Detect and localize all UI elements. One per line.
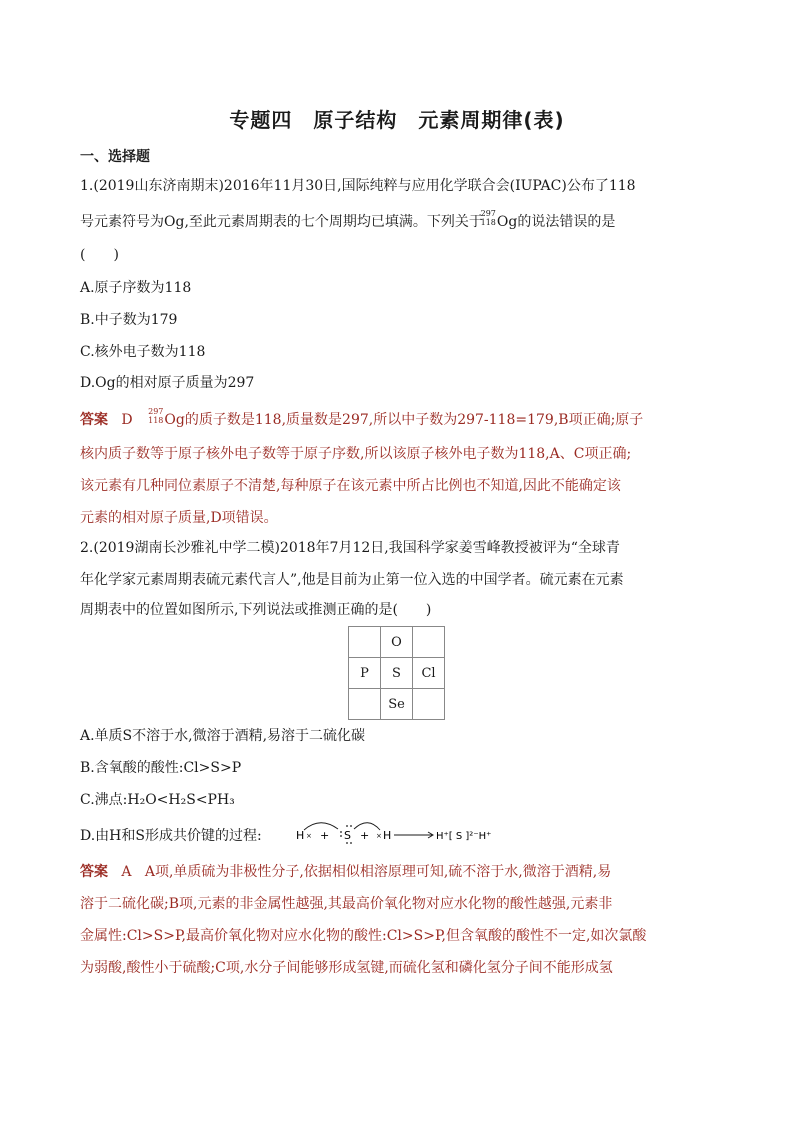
electron-cross-icon: ×: [306, 832, 312, 840]
table-cell-selenium: Se: [381, 689, 413, 720]
periodic-table-fragment: [348, 626, 445, 720]
table-cell-sulfur: S: [381, 658, 413, 689]
table-cell-oxygen: O: [381, 627, 413, 658]
q1-exp-nuclide: [150, 408, 164, 426]
nuclide-atomic-number: 118: [148, 416, 164, 425]
q1-stem-line2: [80, 210, 615, 232]
q2-stem-line2: 年化学家元素周期表硫元素代言人”,他是目前为止第一位入选的中国学者。硫元素在元素: [80, 572, 624, 588]
q2-option-a: A.单质S不溶于水,微溶于酒精,易溶于二硫化碳: [80, 728, 366, 744]
table-cell-phosphorus: P: [349, 658, 381, 689]
q2-explanation-4: 为弱酸,酸性小于硫酸;C项,水分子间能够形成氢键,而硫化氢和磷化氢分子间不能形成氢: [80, 960, 613, 976]
answer-label: 答案: [80, 864, 108, 880]
q1-option-b: B.中子数为179: [80, 312, 178, 328]
electron-cross-icon: ×: [376, 832, 382, 840]
q1-answer-choice: D: [121, 412, 133, 428]
formula-h-right: H: [383, 829, 392, 842]
nuclide-mass-number: 297: [480, 209, 496, 218]
formula-h-left: H: [296, 829, 305, 842]
q2-explanation-1: A项,单质硫为非极性分子,依据相似相溶原理可知,硫不溶于水,微溶于酒精,易: [144, 864, 612, 880]
q2-option-c: C.沸点:H₂O<H₂S<PH₃: [80, 792, 235, 808]
formula-plus-2: +: [360, 829, 370, 842]
q1-explanation-2: 核内质子数等于原子核外电子数等于原子序数,所以该原子核外电子数为118,A、C项正确;: [80, 446, 632, 462]
nuclide-mass-number: 297: [148, 407, 164, 416]
electron-dot-icon: [346, 842, 348, 844]
q2-explanation-2: 溶于二硫化碳;B项,元素的非金属性越强,其最高价氧化物对应水化物的酸性越强,元素非: [80, 896, 613, 912]
q1-answer-line1: [80, 408, 643, 430]
page-title: 专题四 原子结构 元素周期律(表): [229, 108, 565, 132]
q2-explanation-3: 金属性:Cl>S>P,最高价氧化物对应水化物的酸性:Cl>S>P,但含氧酸的酸性不一定,如次氯酸: [80, 928, 647, 944]
electron-dot-icon: [350, 842, 352, 844]
q1-answer-paren: ( ): [80, 247, 119, 263]
q2-stem-line3: 周期表中的位置如图所示,下列说法或推测正确的是( ): [80, 602, 432, 618]
table-cell: [413, 627, 445, 658]
nuclide-symbol: Og: [164, 412, 185, 428]
q2-option-d: D.由H和S形成共价键的过程:: [80, 828, 262, 844]
q1-explanation-4: 元素的相对原子质量,D项错误。: [80, 510, 278, 526]
q1-option-c: C.核外电子数为118: [80, 344, 206, 360]
formula-s: S: [344, 829, 351, 842]
table-cell: [413, 689, 445, 720]
q1-stem-line1: 1.(2019山东济南期末)2016年11月30日,国际纯粹与应用化学联合会(IUPAC)公布了118: [80, 178, 636, 194]
electron-dot-icon: [340, 831, 342, 833]
q1-nuclide-notation: [480, 209, 497, 228]
nuclide-symbol: Og: [496, 214, 518, 230]
q1-option-a: A.原子序数为118: [80, 280, 192, 296]
section-heading: 一、选择题: [80, 149, 150, 165]
q1-stem-line2b: 的说法错误的是: [517, 214, 616, 230]
nuclide-atomic-number: 118: [480, 218, 496, 227]
q1-option-d: D.Og的相对原子质量为297: [80, 375, 255, 391]
q1-explanation-1: 的质子数是118,质量数是297,所以中子数为297-118=179,B项正确;原子: [184, 412, 644, 428]
bond-formation-svg: [290, 818, 510, 854]
formula-plus-1: +: [320, 829, 330, 842]
electron-dot-icon: [350, 825, 352, 827]
table-cell: [349, 627, 381, 658]
q1-stem-line2a: 号元素符号为Og,至此元素周期表的七个周期均已填满。下列关于: [80, 214, 483, 230]
q2-answer-choice: A: [121, 864, 132, 880]
bond-formation-diagram: [290, 818, 510, 854]
table-cell-chlorine: Cl: [413, 658, 445, 689]
table-cell: [349, 689, 381, 720]
q2-stem-line1: 2.(2019湖南长沙雅礼中学二模)2018年7月12日,我国科学家姜雪峰教授被评为“全球青: [80, 540, 620, 556]
q2-option-b: B.含氧酸的酸性:Cl>S>P: [80, 760, 242, 776]
formula-product: H⁺[ S ]²⁻H⁺: [436, 831, 492, 842]
q1-explanation-3: 该元素有几种同位素原子不清楚,每种原子在该元素中所占比例也不知道,因此不能确定该: [80, 478, 621, 494]
q2-answer-line1: [80, 862, 611, 882]
electron-dot-icon: [340, 835, 342, 837]
answer-label: 答案: [80, 412, 108, 428]
electron-dot-icon: [346, 825, 348, 827]
